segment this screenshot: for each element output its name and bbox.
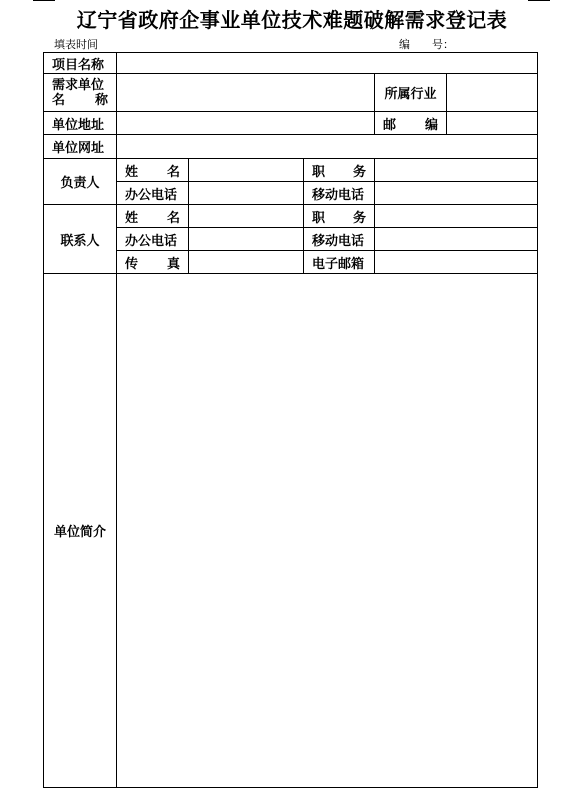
industry-label: 所属行业	[384, 87, 437, 102]
project-name-field[interactable]	[117, 53, 537, 73]
resp-position-label-char: 职	[312, 164, 326, 180]
registration-form	[43, 52, 538, 788]
postcode-label-char: 邮	[383, 117, 397, 133]
contact-email-field[interactable]	[375, 251, 537, 273]
resp-name-label	[117, 159, 188, 181]
rule	[43, 787, 538, 788]
contact-position-label	[304, 205, 374, 227]
resp-mobile-phone-field[interactable]	[375, 182, 537, 204]
contact-position-field[interactable]	[375, 205, 537, 227]
contact-fax-field[interactable]	[189, 251, 303, 273]
industry-field[interactable]	[447, 74, 537, 111]
fill-time-label: 填表时间	[54, 38, 98, 51]
top-rule-left	[33, 0, 55, 1]
demand-unit-field[interactable]	[117, 74, 374, 111]
unit-intro-field[interactable]	[117, 274, 537, 787]
contact-person-label: 联系人	[60, 233, 100, 249]
rule	[537, 52, 538, 788]
postcode-label	[375, 112, 446, 134]
contact-office-phone-field[interactable]	[189, 228, 303, 250]
demand-unit-label-line1: 需求单位	[52, 77, 105, 93]
page-title: 辽宁省政府企事业单位技术难题破解需求登记表	[76, 8, 508, 32]
website-field[interactable]	[117, 135, 537, 158]
contact-name-label	[117, 205, 188, 227]
website-label: 单位网址	[52, 141, 105, 156]
contact-name-label-char: 姓	[125, 210, 139, 226]
contact-email-label: 电子邮箱	[312, 256, 365, 272]
contact-fax-label-char: 传	[125, 256, 139, 272]
contact-position-label-char: 务	[352, 210, 366, 226]
postcode-field[interactable]	[447, 112, 537, 134]
resp-mobile-phone-label: 移动电话	[312, 187, 365, 203]
unit-intro-label: 单位简介	[53, 525, 106, 540]
address-label: 单位地址	[52, 117, 105, 133]
address-field[interactable]	[117, 112, 374, 134]
postcode-label-char: 编	[424, 117, 438, 133]
resp-position-label	[304, 159, 374, 181]
demand-unit-label-char: 称	[94, 92, 108, 108]
contact-name-field[interactable]	[189, 205, 303, 227]
contact-fax-label-char: 真	[166, 256, 180, 272]
contact-mobile-phone-field[interactable]	[375, 228, 537, 250]
resp-position-field[interactable]	[375, 159, 537, 181]
demand-unit-label	[44, 74, 116, 111]
demand-unit-label-char: 名	[52, 92, 66, 108]
resp-office-phone-label: 办公电话	[125, 187, 178, 203]
contact-mobile-phone-label: 移动电话	[312, 233, 365, 249]
top-rule-right	[528, 0, 550, 1]
demand-unit-label-line2	[52, 93, 108, 108]
contact-name-label-char: 名	[166, 210, 180, 226]
resp-name-label-char: 名	[166, 164, 180, 180]
project-name-label: 项目名称	[52, 57, 105, 73]
resp-position-label-char: 务	[352, 164, 366, 180]
contact-office-phone-label: 办公电话	[125, 233, 178, 249]
resp-name-label-char: 姓	[125, 164, 139, 180]
serial-number-label: 编 号：	[399, 38, 454, 51]
contact-fax-label	[117, 251, 188, 273]
resp-office-phone-field[interactable]	[189, 182, 303, 204]
contact-position-label-char: 职	[312, 210, 326, 226]
resp-name-field[interactable]	[189, 159, 303, 181]
responsible-person-label: 负责人	[60, 176, 100, 191]
